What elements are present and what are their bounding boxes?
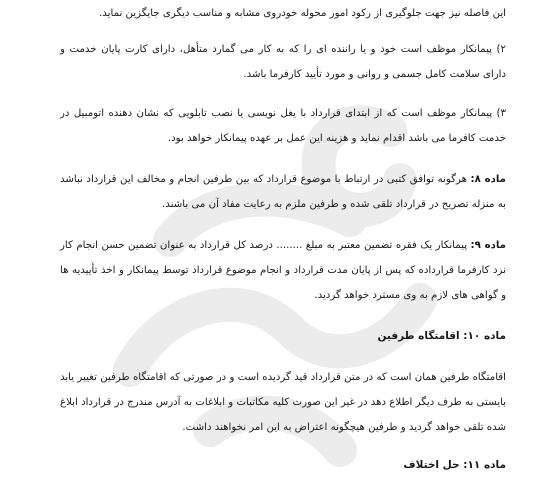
document-page — [60, 0, 506, 480]
paragraph-clause-2: ۲) پیمانکار موظف است خود و یا راننده ای را که به کار می گمارد متأهل، دارای کارت پایان خدمت و دارای سلامت کامل جسمی و روانی و مورد تأیید کارفرما باشد. — [60, 44, 506, 80]
article-9 — [60, 233, 506, 308]
article-10-text: اقامتگاه طرفین همان است که در متن قرارداد قید گردیده است و در صورتی که اقامتگاه طرفین تغییر یابد بایستی به طرف دیگر اطلاع دهد در غیر این صورت کلیه مکاتبات و ابلاغات به آدرس مندرج در قرارداد ابلاغ شده تلقی خواهد گردید و طرفین هیچگونه اعتراض به این امر نخواهند داشت. — [60, 372, 506, 433]
article-8-label: ماده ۸: — [470, 174, 506, 185]
article-8 — [60, 167, 506, 217]
article-10-heading: ماده ۱۰: اقامتگاه طرفین — [377, 330, 506, 342]
paragraph-intro: این فاصله نیز جهت جلوگیری از رکود امور محوله خودروی مشابه و مناسب دیگری جایگزین نماید. — [99, 8, 506, 19]
article-11-heading: ماده ۱۱: حل اختلاف — [403, 459, 506, 471]
paragraph-clause-3: ۳) پیمانکار موظف است که از ابتدای قرارداد با یغل نویسی یا نصب تابلویی که نشان دهنده اتومبیل در خدمت کافرما می باشد اقدام نماید و هزینه این عمل بر عهده پیمانکار خواهد بود. — [60, 108, 506, 144]
article-9-label: ماده ۹: — [470, 240, 506, 251]
article-8-text: هرگونه توافق کتبی در ارتباط با موضوع قرارداد که بین طرفین انجام و مخالف این قرارداد نباشد به منزله تصریح در قرارداد تلقی شده و طرفین ملزم به رعایت مفاد آن می باشند. — [60, 174, 506, 210]
article-9-text: پیمانکار یک فقره تضمین معتبر به مبلغ ........ درصد کل قرارداد به عنوان تضمین حسن انجام کار نزد کارفرما قرارداده که پس از پایان مدت قرارداد و انجام موضوع قرارداد توسط پیمانکار و اخذ تأییدیه ها و گواهی های لازم به وی مسترد خواهد گردید. — [60, 240, 506, 301]
